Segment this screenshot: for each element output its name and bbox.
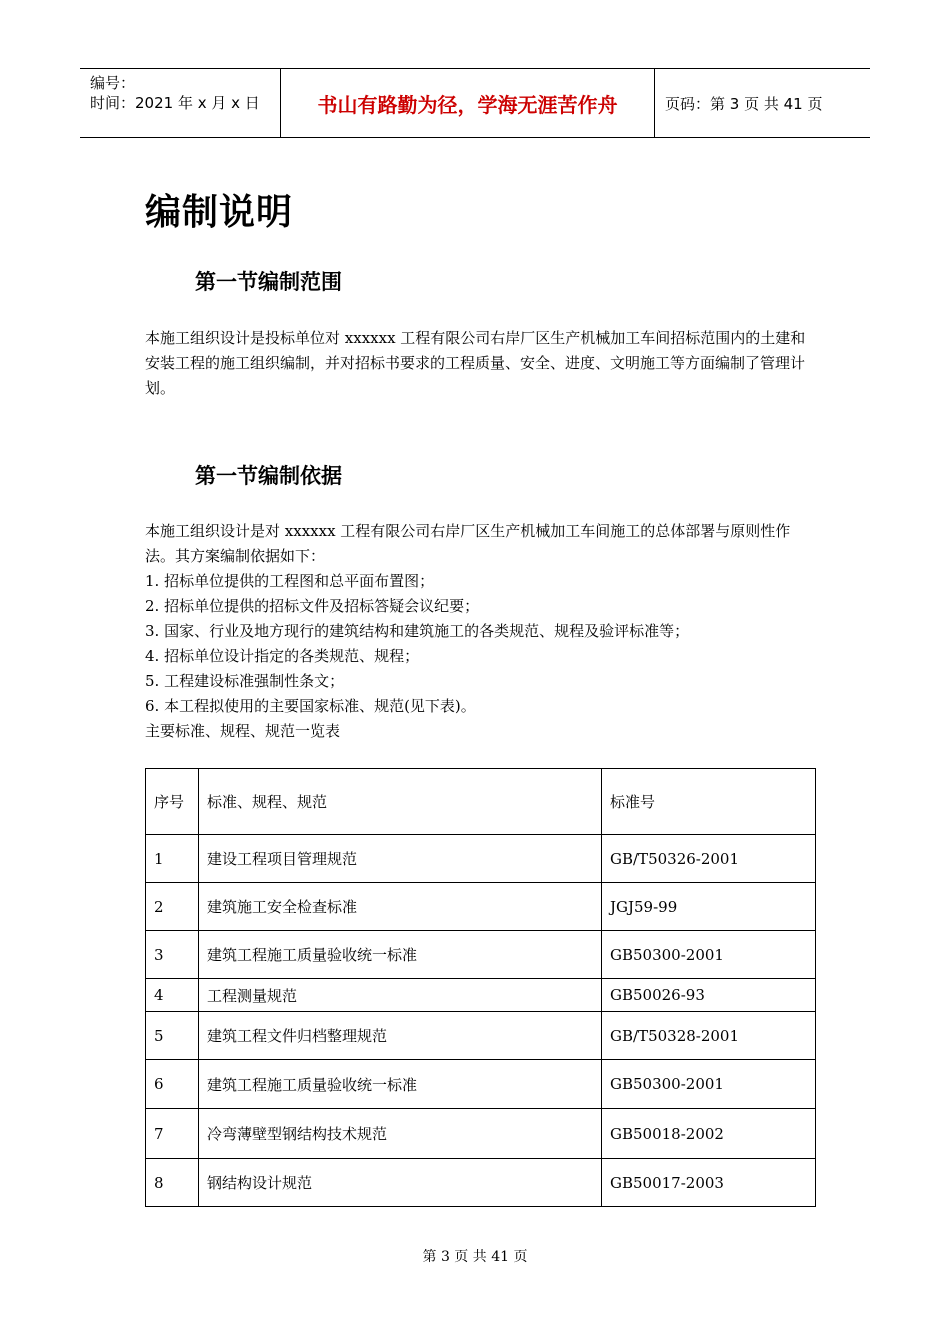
section-heading-basis: 第一节编制依据 — [195, 464, 342, 488]
table-cell: 5 — [146, 1012, 199, 1060]
list-item: 2. 招标单位提供的招标文件及招标答疑会议纪要； — [145, 597, 480, 615]
table-caption: 主要标准、规程、规范一览表 — [145, 722, 341, 740]
table-cell: GB/T50328-2001 — [602, 1012, 816, 1060]
table-row — [146, 931, 816, 979]
table-cell: 6 — [146, 1060, 199, 1109]
table-row — [146, 835, 816, 883]
table-cell: 2 — [146, 883, 199, 931]
table-cell: GB/T50326-2001 — [602, 835, 816, 883]
basis-list — [145, 569, 810, 744]
table-cell: 建筑施工安全检查标准 — [199, 883, 602, 931]
header-number: 编号： — [90, 74, 136, 92]
table-cell: 3 — [146, 931, 199, 979]
table-cell: 建筑工程施工质量验收统一标准 — [199, 931, 602, 979]
table-cell: 冷弯薄壁型钢结构技术规范 — [199, 1109, 602, 1159]
table-row — [146, 1109, 816, 1159]
section-paragraph-basis: 本施工组织设计是对 xxxxxx 工程有限公司右岸厂区生产机械加工车间施工的总体部署与原则性作法。其方案编制依据如下： — [145, 522, 791, 565]
table-row — [146, 1159, 816, 1207]
table-header-row — [146, 769, 816, 835]
table-cell: 7 — [146, 1109, 199, 1159]
page-footer: 第 3 页 共 41 页 — [422, 1249, 528, 1265]
table-cell: 1 — [146, 835, 199, 883]
list-item: 3. 国家、行业及地方现行的建筑结构和建筑施工的各类规范、规程及验评标准等； — [145, 622, 690, 640]
list-item: 6. 本工程拟使用的主要国家标准、规范(见下表)。 — [145, 697, 476, 715]
section-paragraph-scope: 本施工组织设计是投标单位对 xxxxxx 工程有限公司右岸厂区生产机械加工车间招标范围内的土建和安装工程的施工组织编制，并对招标书要求的工程质量、安全、进度、文明施工等方面编制了管理计划。 — [145, 329, 806, 397]
header-motto: 书山有路勤为径，学海无涯苦作舟 — [281, 69, 655, 137]
table-cell: 钢结构设计规范 — [199, 1159, 602, 1207]
list-item: 5. 工程建设标准强制性条文； — [145, 672, 345, 690]
page-header — [80, 68, 870, 138]
table-cell: JGJ59-99 — [602, 883, 816, 931]
table-cell: 工程测量规范 — [199, 979, 602, 1012]
standards-table — [145, 768, 816, 1207]
table-cell: 建设工程项目管理规范 — [199, 835, 602, 883]
table-cell: GB50300-2001 — [602, 1060, 816, 1109]
table-header-cell: 序号 — [146, 769, 199, 835]
list-item: 1. 招标单位提供的工程图和总平面布置图； — [145, 572, 435, 590]
table-cell: 8 — [146, 1159, 199, 1207]
header-time: 时间：2021 年 x 月 x 日 — [90, 94, 260, 112]
table-row — [146, 883, 816, 931]
header-page-number: 页码：第 3 页 共 41 页 — [665, 94, 823, 113]
table-cell: 4 — [146, 979, 199, 1012]
document-title: 编制说明 — [145, 192, 294, 233]
table-cell: GB50017-2003 — [602, 1159, 816, 1207]
header-meta — [80, 69, 281, 137]
table-header-cell: 标准号 — [602, 769, 816, 835]
table-row — [146, 1060, 816, 1109]
table-cell: GB50018-2002 — [602, 1109, 816, 1159]
table-row — [146, 979, 816, 1012]
table-cell: GB50300-2001 — [602, 931, 816, 979]
table-cell: 建筑工程文件归档整理规范 — [199, 1012, 602, 1060]
table-cell: GB50026-93 — [602, 979, 816, 1012]
list-item: 4. 招标单位设计指定的各类规范、规程； — [145, 647, 420, 665]
table-header-cell: 标准、规程、规范 — [199, 769, 602, 835]
table-cell: 建筑工程施工质量验收统一标准 — [199, 1060, 602, 1109]
table-row — [146, 1012, 816, 1060]
section-heading-scope: 第一节编制范围 — [195, 270, 342, 294]
